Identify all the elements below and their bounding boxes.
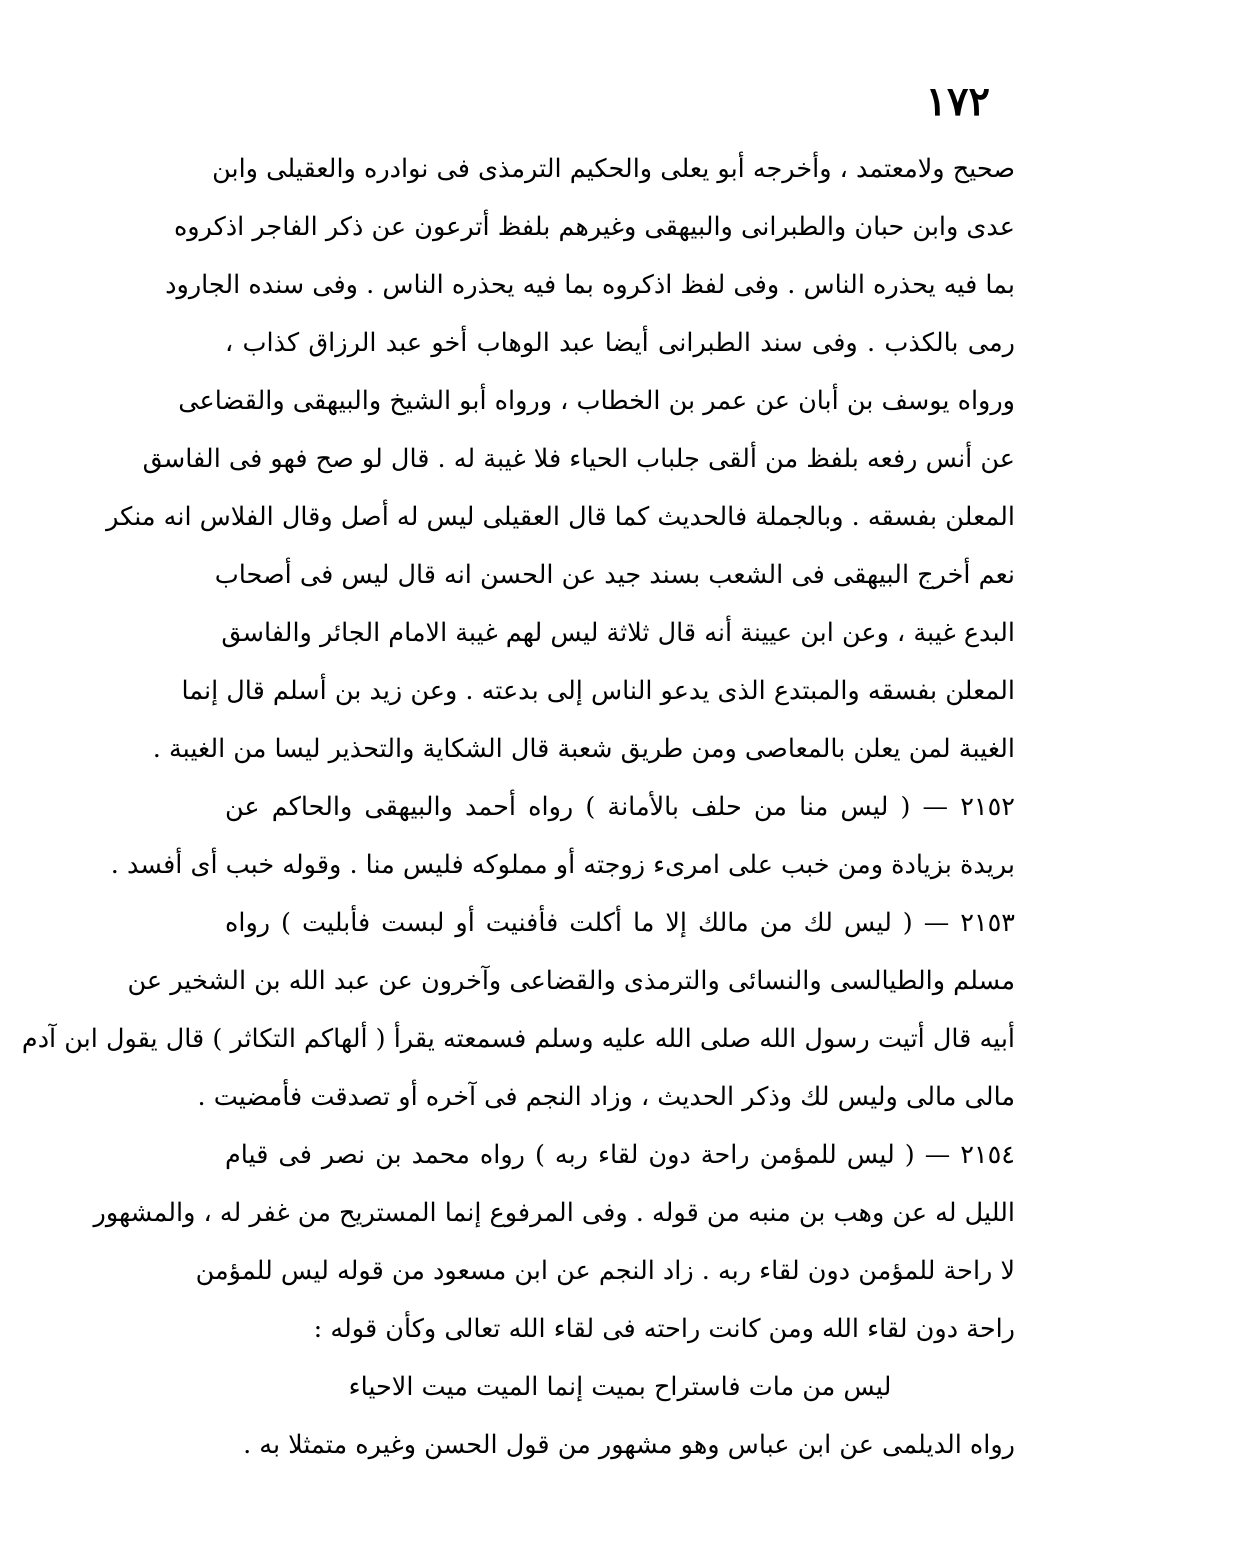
text-line: مسلم والطيالسى والنسائى والترمذى والقضاعى وآخرون عن عبد الله بن الشخير عن xyxy=(127,966,1015,996)
hadith-2152-line: ٢١٥٢ — ( ليس منا من حلف بالأمانة ) رواه أحمد والبيهقى والحاكم عن xyxy=(225,792,1015,822)
text-line: بما فيه يحذره الناس . وفى لفظ اذكروه بما فيه يحذره الناس . وفى سنده الجارود xyxy=(165,270,1015,300)
text-line: الغيبة لمن يعلن بالمعاصى ومن طريق شعبة قال الشكاية والتحذير ليسا من الغيبة . xyxy=(152,734,1015,764)
text-line: المعلن بفسقه . وبالجملة فالحديث كما قال العقيلى ليس له أصل وقال الفلاس انه منكر xyxy=(106,502,1015,532)
text-line: لا راحة للمؤمن دون لقاء ربه . زاد النجم عن ابن مسعود من قوله ليس للمؤمن xyxy=(195,1256,1015,1286)
page-number: ١٧٢ xyxy=(925,78,990,125)
text-line: عن أنس رفعه بلفظ من ألقى جلباب الحياء فلا غيبة له . قال لو صح فهو فى الفاسق xyxy=(142,444,1015,474)
text-line: المعلن بفسقه والمبتدع الذى يدعو الناس إلى بدعته . وعن زيد بن أسلم قال إنما xyxy=(181,676,1015,706)
text-line: بريدة بزيادة ومن خبب على امرىء زوجته أو مملوكه فليس منا . وقوله خبب أى أفسد . xyxy=(110,850,1015,880)
text-line: عدى وابن حبان والطبرانى والبيهقى وغيرهم بلفظ أترعون عن ذكر الفاجر اذكروه xyxy=(173,212,1015,242)
text-line: البدع غيبة ، وعن ابن عيينة أنه قال ثلاثة ليس لهم غيبة الامام الجائر والفاسق xyxy=(221,618,1015,648)
text-line: نعم أخرج البيهقى فى الشعب بسند جيد عن الحسن انه قال ليس فى أصحاب xyxy=(214,560,1015,590)
hadith-2153-line: ٢١٥٣ — ( ليس لك من مالك إلا ما أكلت فأفنيت أو لبست فأبليت ) رواه xyxy=(225,908,1015,938)
text-line: ورواه يوسف بن أبان عن عمر بن الخطاب ، ورواه أبو الشيخ والبيهقى والقضاعى xyxy=(178,386,1015,416)
text-line: رواه الديلمى عن ابن عباس وهو مشهور من قول الحسن وغيره متمثلا به . xyxy=(243,1430,1015,1460)
hadith-2154-line: ٢١٥٤ — ( ليس للمؤمن راحة دون لقاء ربه ) رواه محمد بن نصر فى قيام xyxy=(225,1140,1015,1170)
page-body xyxy=(21,140,1015,1474)
text-line: راحة دون لقاء الله ومن كانت راحته فى لقاء الله تعالى وكأن قوله : xyxy=(313,1314,1015,1344)
text-line: الليل له عن وهب بن منبه من قوله . وفى المرفوع إنما المستريح من غفر له ، والمشهور xyxy=(93,1198,1015,1228)
text-line: صحيح ولامعتمد ، وأخرجه أبو يعلى والحكيم الترمذى فى نوادره والعقيلى وابن xyxy=(212,154,1015,184)
text-line: مالى مالى وليس لك وذكر الحديث ، وزاد النجم فى آخره أو تصدقت فأمضيت . xyxy=(197,1082,1015,1112)
text-line: رمى بالكذب . وفى سند الطبرانى أيضا عبد الوهاب أخو عبد الرزاق كذاب ، xyxy=(225,328,1015,358)
verse-line: ليس من مات فاستراح بميت إنما الميت ميت الاحياء xyxy=(348,1372,892,1402)
text-line: أبيه قال أتيت رسول الله صلى الله عليه وسلم فسمعته يقرأ ( ألهاكم التكاثر ) قال يقول ابن آدم xyxy=(21,1024,1015,1054)
